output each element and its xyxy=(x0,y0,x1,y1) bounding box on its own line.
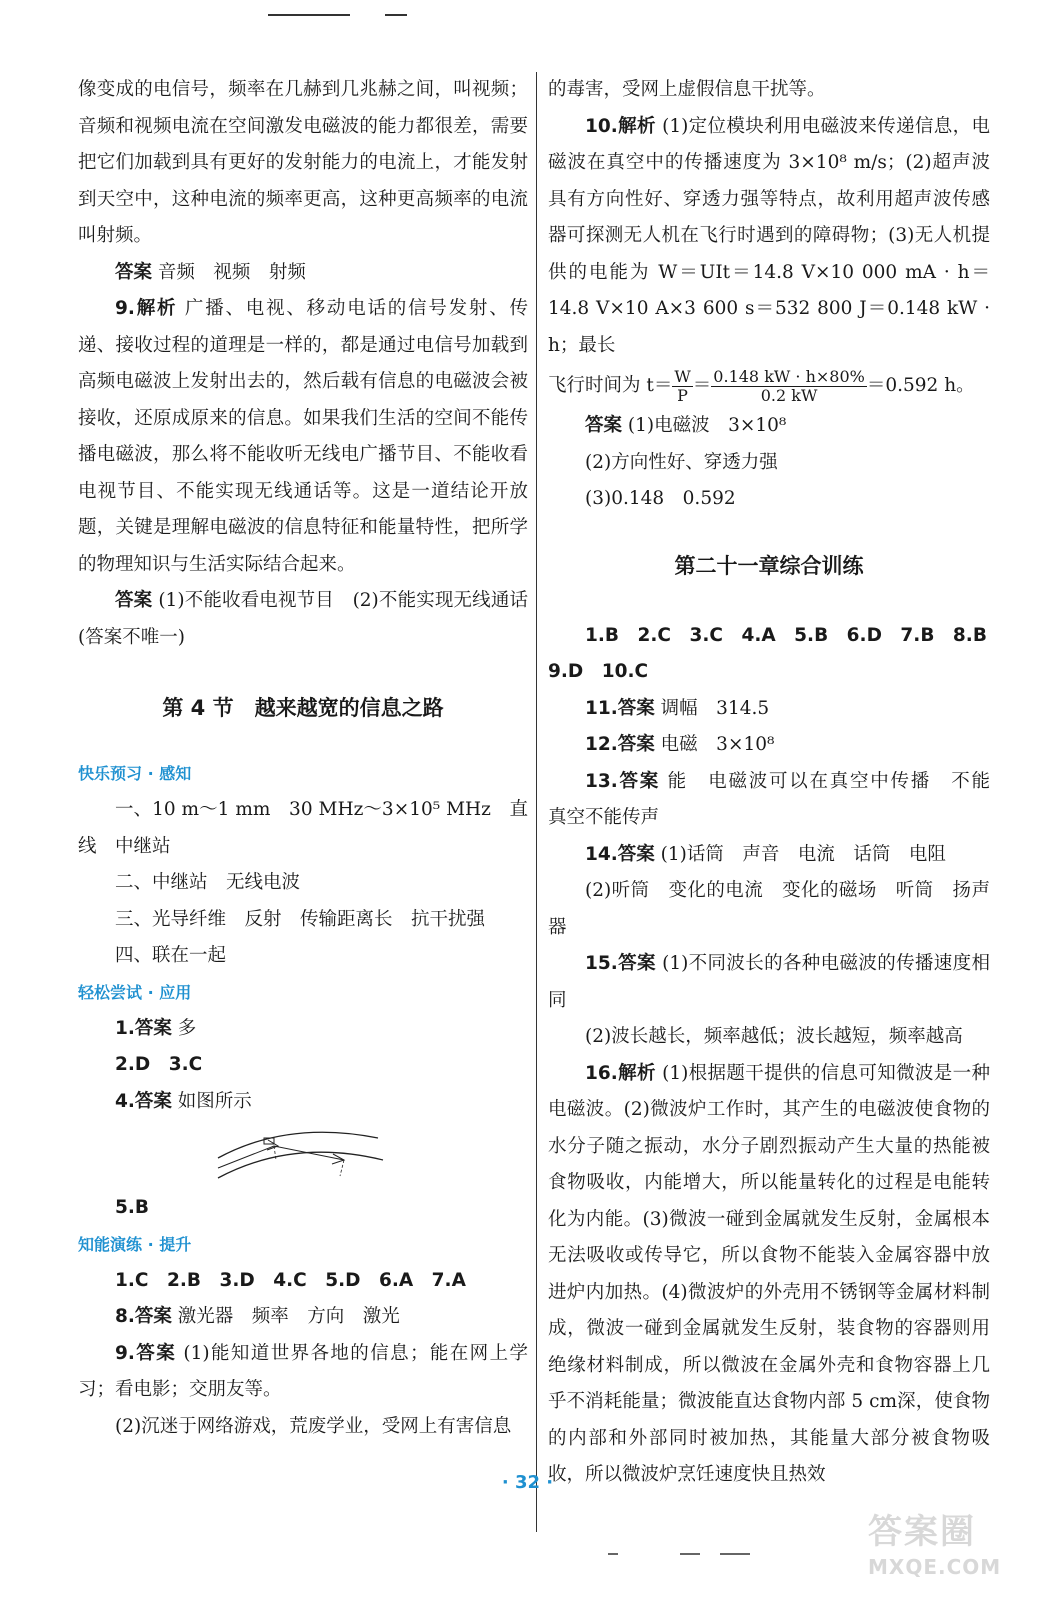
formula-prefix: 飞行时间为 t＝ xyxy=(548,375,673,396)
answer-q8 xyxy=(78,255,528,292)
answer-label: 答案 xyxy=(617,697,655,719)
right-column xyxy=(548,72,1009,1494)
answer-label: 答案 xyxy=(115,590,153,611)
try-answer-1 xyxy=(78,1011,528,1048)
answer-label: 答案 xyxy=(134,1342,177,1364)
fraction-numerator: W xyxy=(674,366,691,386)
answer-q9 xyxy=(78,583,528,656)
analysis-text: (1)根据题干提供的信息可知微波是一种电磁波。(2)微波炉工作时，其产生的电磁波使食物的水分子随之振动，水分子剧烈振动产生大量的热能被食物吸收，内能增大，所以能量转化的过程是电能转化为内能。(3)微波一碰到金属就发生反射，金属根本无法吸收或传导它，所以食物不能装入金属容器中放进炉内加热。(4)微波炉的外壳用不锈钢等金属材料制成，微波一碰到金属就发生反射，装食物的容器则用绝缘材料制成，所以微波在金属外壳和食物容器上几乎不消耗能量；微波能直达食物内部 5 cm深，使食物的内部和外部同时被加热，其能量大部分被食物吸收，所以微波炉烹饪速度快且热效 xyxy=(548,1062,990,1485)
answer-q15-part2: (2)波长越长，频率越低；波长越短，频率越高 xyxy=(585,1026,963,1047)
header-rule-short xyxy=(385,14,407,16)
fraction-numerator: 0.148 kW · h×80% xyxy=(713,366,865,386)
try-answer-5: 5.B xyxy=(115,1197,150,1218)
analysis-label: 解析 xyxy=(617,1062,656,1084)
answer-q10-part2: (2)方向性好、穿透力强 xyxy=(585,451,778,473)
answer-text: (1)不能收看电视节目 (2)不能实现无线通话(答案不唯一) xyxy=(78,590,528,648)
answer-q10 xyxy=(548,408,990,445)
watermark xyxy=(868,1510,1048,1590)
footer-rule-3 xyxy=(608,1553,618,1555)
analysis-text: (1)定位模块利用电磁波来传递信息，电磁波在真空中的传播速度为 3×10⁸ m/s；(2)超声波具有方向性好、穿透力强等特点，故利用超声波传感器可探测无人机在飞行时遇到的障碍物；(3)无人机提供的电能为 W＝UIt＝14.8 V×10 000 mA · h＝14.8 V×10 A×3 600 s＝532 800 J＝0.148 kW · h；最长 xyxy=(548,115,990,356)
fraction-energy-over-power xyxy=(711,368,867,405)
practice-answer-9-part2: (2)沉迷于网络游戏，荒废学业，受网上有害信息 xyxy=(115,1415,512,1437)
question-number: 8. xyxy=(115,1306,135,1327)
answer-label: 答案 xyxy=(617,953,656,974)
answer-text: (1)话筒 声音 电流 话筒 电阻 xyxy=(654,843,946,865)
answer-label: 答案 xyxy=(134,1017,172,1039)
multiple-choice-answers-1: 1.B 2.C 3.C 4.A 5.B 6.D 7.B 8.B xyxy=(585,624,987,646)
answer-q15 xyxy=(548,946,990,1019)
fraction-w-over-p xyxy=(672,368,692,405)
continuation-text: 的毒害，受网上虚假信息干扰等。 xyxy=(548,79,826,100)
practice-answers-1-7: 1.C 2.B 3.D 4.C 5.D 6.A 7.A xyxy=(115,1269,466,1291)
answer-label: 答案 xyxy=(134,1306,172,1327)
answer-q13 xyxy=(548,764,1009,837)
analysis-label: 解析 xyxy=(617,115,656,137)
answer-text: 电磁 3×10⁸ xyxy=(654,734,775,755)
preview-item-3: 三、光导纤维 反射 传输距离长 抗干扰强 xyxy=(115,908,486,930)
answer-text: 能 电磁波可以在真空中传播 不能 真空不能传声 xyxy=(548,770,1009,828)
answer-text: (1)不同波长的各种电磁波的传播速度相同 xyxy=(548,953,990,1011)
analysis-q16 xyxy=(548,1056,990,1494)
answer-q11 xyxy=(548,691,990,728)
answer-label: 答案 xyxy=(115,261,153,283)
question-number: 10. xyxy=(585,115,618,137)
answer-label: 答案 xyxy=(134,1090,172,1112)
answer-q14 xyxy=(548,837,990,874)
formula-suffix: ＝0.592 h。 xyxy=(866,375,975,396)
footer-rule-2 xyxy=(720,1553,750,1555)
answer-text: (1)电磁波 3×10⁸ xyxy=(622,415,787,436)
question-number: 14. xyxy=(585,843,618,865)
page-number: · 32 · xyxy=(501,1472,554,1493)
analysis-text: 广播、电视、移动电话的信号发射、传递、接收过程的道理是一样的，都是通过电信号加载到高频电磁波上发射出去的，然后载有信息的电磁波会被接收，还原成原来的信息。如果我们生活的空间不能传播电磁波，那么将不能收听无线电广播节目、不能收看电视节目、不能实现无线通话等。这是一道结论开放题，关键是理解电磁波的信息特征和能量特性，把所学的物理知识与生活实际结合起来。 xyxy=(78,298,528,575)
practice-answer-8 xyxy=(78,1299,528,1336)
answer-label: 答案 xyxy=(617,843,655,865)
question-number: 16. xyxy=(585,1062,618,1084)
section-title: 第 4 节 越来越宽的信息之路 xyxy=(162,696,444,720)
try-answer-4 xyxy=(78,1084,528,1121)
question-number: 1. xyxy=(115,1017,135,1039)
column-divider xyxy=(536,72,537,1532)
question-number: 9. xyxy=(115,1342,135,1364)
answer-label: 答案 xyxy=(617,770,661,792)
question-number: 12. xyxy=(585,734,618,755)
question-number: 13. xyxy=(585,770,618,792)
answer-text: 音频 视频 射频 xyxy=(152,261,306,283)
analysis-q10 xyxy=(548,109,990,365)
preview-item-4: 四、联在一起 xyxy=(115,945,227,966)
section-heading-try: 轻松尝试 · 应用 xyxy=(78,982,192,1002)
question-number: 11. xyxy=(585,697,618,719)
analysis-label: 解析 xyxy=(134,298,178,319)
light-path-figure xyxy=(78,1120,528,1190)
question-number: 4. xyxy=(115,1090,135,1112)
section-heading-practice: 知能演练 · 提升 xyxy=(78,1234,192,1254)
question-number: 15. xyxy=(585,953,618,974)
answer-text: 多 xyxy=(171,1017,197,1039)
flight-time-formula xyxy=(548,364,990,408)
answer-label: 答案 xyxy=(585,415,623,436)
header-rule-long xyxy=(268,14,350,16)
practice-answer-9 xyxy=(78,1336,528,1409)
optical-fiber-diagram xyxy=(78,1120,528,1190)
preview-item-1: 一、10 m～1 mm 30 MHz～3×10⁵ MHz 直线 中继站 xyxy=(78,799,528,857)
watermark-url: MXQE.COM xyxy=(868,1555,1002,1579)
answer-q12 xyxy=(548,727,990,764)
formula-equals: ＝ xyxy=(692,375,712,396)
watermark-logo-text: 答案圈 xyxy=(868,1512,976,1552)
chapter-title: 第二十一章综合训练 xyxy=(674,553,864,578)
footer-rule-1 xyxy=(680,1553,700,1555)
answer-q14-part2: (2)听筒 变化的电流 变化的磁场 听筒 扬声器 xyxy=(548,880,990,938)
answer-text: (1)能知道世界各地的信息；能在网上学习；看电影；交朋友等。 xyxy=(78,1342,528,1400)
analysis-q9 xyxy=(78,291,528,583)
fraction-denominator: 0.2 kW xyxy=(760,385,818,405)
answer-text: 激光器 频率 方向 激光 xyxy=(171,1306,400,1327)
section-heading-preview: 快乐预习 · 感知 xyxy=(78,764,192,783)
answer-label: 答案 xyxy=(617,734,655,755)
try-answers-2-3: 2.D 3.C xyxy=(115,1054,203,1075)
answer-text: 如图所示 xyxy=(171,1090,252,1112)
left-column xyxy=(78,72,528,1445)
question-number: 9. xyxy=(115,298,135,319)
answer-q10-part3: (3)0.148 0.592 xyxy=(585,488,736,509)
preview-item-2: 二、中继站 无线电波 xyxy=(115,872,301,893)
answer-text: 调幅 314.5 xyxy=(654,697,770,719)
paragraph-video-signal: 像变成的电信号，频率在几赫到几兆赫之间，叫视频；音频和视频电流在空间激发电磁波的能力都很差，需要把它们加载到具有更好的发射能力的电流上，才能发射到天空中，这种电流的频率更高，这种更高频率的电流叫射频。 xyxy=(78,79,528,246)
multiple-choice-answers-2: 9.D 10.C xyxy=(548,661,649,682)
fraction-denominator: P xyxy=(677,385,688,405)
